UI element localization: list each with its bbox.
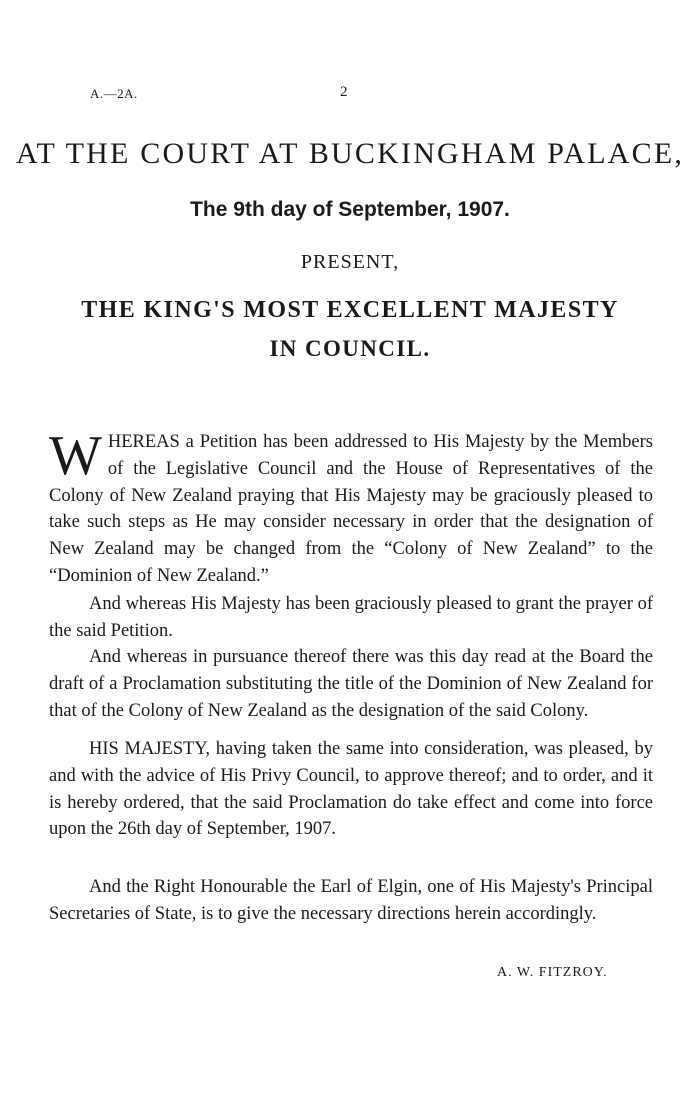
paragraph-whereas-petition	[49, 425, 653, 590]
paragraph-order: HIS MAJESTY, having taken the same into consideration, was pleased, by and with the advice of His Privy Council, to approve thereof; and to order, and it is hereby ordered, that the said Proclamation do take effect and come into force upon the 26th day of September, 1907.	[49, 739, 653, 840]
majesty-heading: THE KING'S MOST EXCELLENT MAJESTY	[81, 297, 619, 323]
paragraph-whereas-proclamation: And whereas in pursuance thereof there was this day read at the Board the draft of a Proclamation substituting the title of the Dominion of New Zealand for that of the Colony of New Zealand as the designation of the said Colony.	[49, 647, 653, 721]
court-heading: AT THE COURT AT BUCKINGHAM PALACE,	[15, 137, 685, 170]
document-reference: A.—2A.	[90, 86, 138, 101]
drop-cap: W	[49, 425, 102, 487]
paragraph-text: HEREAS a Petition has been addressed to His Majesty by the Members of the Legislative Council and the House of Representatives of the Colony of New Zealand praying that His Majesty may be graciously pleased to take such steps as He may consider necessary in order that the designation of New Zealand may be changed from the “Colony of New Zealand” to the “Dominion of New Zealand.”	[49, 432, 653, 586]
page-number: 2	[340, 84, 348, 100]
signature: A. W. FITZROY.	[497, 965, 608, 980]
present-line: PRESENT,	[300, 251, 400, 273]
paragraph-directions: And the Right Honourable the Earl of Elgin, one of His Majesty's Principal Secretaries of State, is to give the necessary directions herein accordingly.	[49, 877, 653, 924]
date-line: The 9th day of September, 1907.	[190, 198, 510, 221]
paragraph-whereas-pleased: And whereas His Majesty has been graciously pleased to grant the prayer of the said Petition.	[49, 594, 653, 641]
council-heading: IN COUNCIL.	[269, 336, 431, 361]
